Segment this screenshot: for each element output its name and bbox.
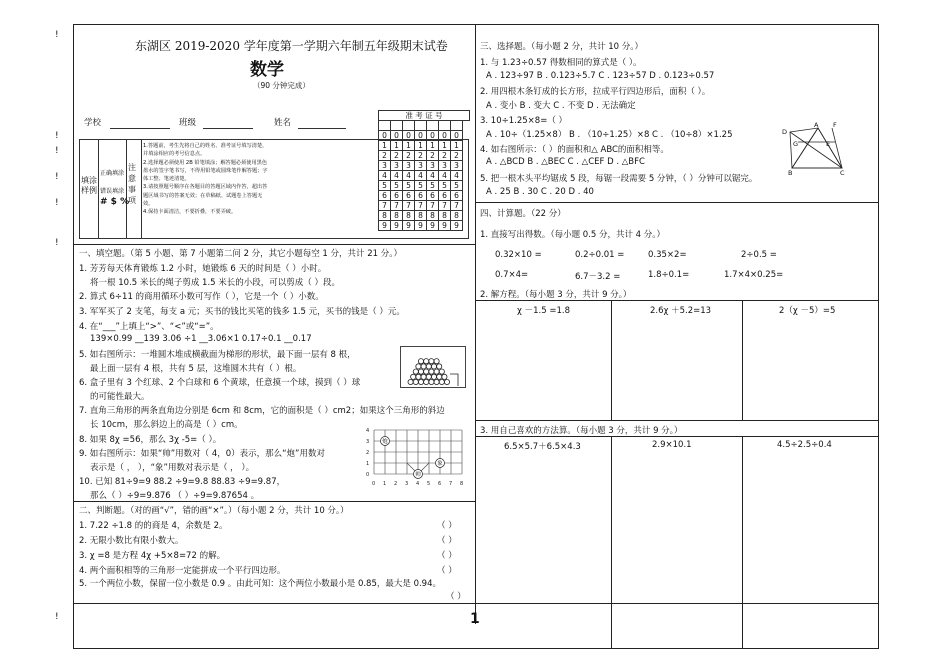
exam-number-digit[interactable]: 4 <box>391 171 403 181</box>
log-circle <box>424 379 429 384</box>
log-circle <box>426 374 431 379</box>
exam-number-digit[interactable]: 9 <box>427 221 439 231</box>
q-line: 9. 如右图所示：如果“帅”用数对（ 4，0）表示，那么“炮”用数对 <box>79 449 325 459</box>
exam-number-digit[interactable]: 0 <box>415 131 427 141</box>
exam-number-digit[interactable]: 7 <box>439 201 451 211</box>
divider-line <box>475 436 879 437</box>
exam-number-digit[interactable]: 9 <box>403 221 415 231</box>
calc-item: 2.9×10.1 <box>652 440 692 450</box>
exam-number-digit[interactable]: 7 <box>427 201 439 211</box>
answer-bracket[interactable]: （ ） <box>437 521 457 531</box>
grid-axis-x-label: 0 <box>372 481 376 487</box>
school-field[interactable] <box>110 128 170 129</box>
q-line: 表示是（ ， ），“象”用数对表示是（ ， ）。 <box>90 463 255 473</box>
log-circle <box>408 379 413 384</box>
figure-label: F <box>833 121 837 129</box>
oral-calc-item: 1.7×4×0.25= <box>724 270 784 280</box>
exam-number-digit[interactable]: 2 <box>379 151 391 161</box>
exam-number-digit[interactable]: 5 <box>415 181 427 191</box>
divider-line <box>475 202 879 203</box>
answer-col-divider <box>611 436 612 649</box>
choice-options: A . 25 B . 30 C . 20 D . 40 <box>486 187 594 197</box>
exam-number-digit[interactable]: 5 <box>403 181 415 191</box>
q-line: 5. 如右图所示：一堆圆木堆成横截面为梯形的形状，最下面一层有 8 根， <box>79 350 356 360</box>
q-line: 长 10cm，那么斜边上的高是（ ）cm。 <box>90 420 243 430</box>
exam-number-digit[interactable]: 6 <box>415 191 427 201</box>
exam-number-digit[interactable]: 5 <box>439 181 451 191</box>
equation-item: 2.6χ ＋5.2=13 <box>650 306 712 316</box>
margin-mark: ! <box>55 172 59 182</box>
grid-axis-x-label: 2 <box>394 481 398 487</box>
log-circle <box>429 359 434 364</box>
grid-axis-y-label: 2 <box>366 450 370 456</box>
exam-number-digit[interactable]: 6 <box>439 191 451 201</box>
name-field[interactable] <box>298 128 346 129</box>
q-line: 6. 盒子里有 3 个红球、2 个白球和 6 个黄球，任意摸一个球，摸到（ ）球 <box>79 378 361 388</box>
log-circle <box>431 374 436 379</box>
answer-col-divider <box>611 300 612 420</box>
q-line: 3. 军军买了 2 支笔，每支 a 元；买书的钱比买笔的钱多 1.5 元，买书的钱是（ ）元。 <box>79 307 405 317</box>
figure-label: B <box>788 169 793 175</box>
exam-number-digit[interactable]: 2 <box>451 151 463 161</box>
exam-number-digit[interactable]: 8 <box>451 211 463 221</box>
answer-col-divider <box>742 436 743 649</box>
oral-calc-item: 0.2÷0.01 = <box>575 250 625 260</box>
exam-number-digit[interactable]: 0 <box>427 131 439 141</box>
log-circle <box>413 379 418 384</box>
log-circle <box>439 379 444 384</box>
grid-axis-x-label: 7 <box>449 481 453 487</box>
chess-piece-label: 炮 <box>382 439 388 445</box>
q3-heading: 3. 用自己喜欢的方法算。（每小题 3 分，共计 9 分。） <box>480 426 683 436</box>
q2-heading: 2. 解方程。（每小题 3 分，共计 9 分。） <box>480 290 632 300</box>
section1-heading: 一、填空题。（第 5 小题、第 7 小题第二问 2 分，其它小题每空 1 分，共计 21 分。） <box>79 249 402 259</box>
exam-number-digit[interactable]: 0 <box>403 131 415 141</box>
column-divider <box>475 24 476 624</box>
log-circle <box>426 364 431 369</box>
exam-number-digit[interactable]: 7 <box>451 201 463 211</box>
exam-number-digit[interactable]: 4 <box>439 171 451 181</box>
log-circle <box>429 379 434 384</box>
log-circle <box>434 379 439 384</box>
log-pile-bracket <box>450 374 458 386</box>
notice-label: 注意事项 <box>128 163 136 205</box>
exam-number-digit[interactable]: 2 <box>427 151 439 161</box>
wrong-fill-label: 错误填涂 <box>100 188 125 195</box>
log-circle <box>421 364 426 369</box>
exam-number-digit[interactable]: 6 <box>379 191 391 201</box>
margin-mark: ! <box>55 238 59 248</box>
exam-number-digit[interactable]: 4 <box>403 171 415 181</box>
exam-number-digit[interactable]: 4 <box>427 171 439 181</box>
margin-mark: ! <box>55 131 59 141</box>
grid-axis-x-label: 4 <box>416 481 420 487</box>
grid-axis-x-label: 6 <box>438 481 442 487</box>
wrong-fill-marks: # $ % <box>100 197 130 207</box>
margin-mark: ! <box>55 30 59 40</box>
judge-item: 3. χ =8 是方程 4χ +5×8=72 的解。 <box>79 551 226 561</box>
judge-item: 1. 7.22 ÷1.8 的的商是 4，余数是 2。 <box>79 521 228 531</box>
exam-number-digit[interactable]: 0 <box>391 131 403 141</box>
log-circle <box>418 359 423 364</box>
answer-bracket[interactable]: （ ） <box>437 566 457 576</box>
correct-fill-label: 正确填涂 <box>100 170 125 177</box>
log-circle <box>439 369 444 374</box>
exam-number-digit[interactable]: 1 <box>403 141 415 151</box>
grid-axis-y-label: 1 <box>366 461 370 467</box>
grid-axis-x-label: 8 <box>460 481 464 487</box>
grid-axis-x-label: 5 <box>427 481 431 487</box>
log-circle <box>434 359 439 364</box>
oral-calc-item: 0.32×10 = <box>495 250 542 260</box>
exam-number-digit[interactable]: 3 <box>415 161 427 171</box>
exam-number-digit[interactable]: 5 <box>391 181 403 191</box>
oral-calc-item: 0.7×4= <box>495 270 529 280</box>
judge-item: 4. 两个面积相等的三角形一定能拼成一个平行四边形。 <box>79 566 286 576</box>
exam-number-digit[interactable]: 4 <box>379 171 391 181</box>
log-circle <box>418 379 423 384</box>
exam-number-digit[interactable]: 5 <box>379 181 391 191</box>
log-circle <box>418 369 423 374</box>
exam-number-digit[interactable]: 4 <box>451 171 463 181</box>
answer-col-divider <box>742 300 743 420</box>
divider-line <box>475 300 879 301</box>
exam-number-digit[interactable]: 6 <box>391 191 403 201</box>
chess-piece-label: 象 <box>437 461 443 467</box>
exam-number-digit[interactable]: 6 <box>427 191 439 201</box>
exam-number-digit[interactable]: 9 <box>451 221 463 231</box>
exam-no-label: 准 考 证 号 <box>378 110 470 121</box>
choice-line: 4. 如右图所示：（ ）的面积和△ ABC的面积相等。 <box>480 145 669 155</box>
exam-number-digit[interactable]: 3 <box>403 161 415 171</box>
grid-axis-y-label: 0 <box>366 472 370 478</box>
choice-line: 3. 10÷1.25×8=（ ） <box>480 116 568 126</box>
answer-bracket[interactable]: （ ） <box>437 536 457 546</box>
exam-number-digit[interactable]: 1 <box>415 141 427 151</box>
figure-label: C <box>840 169 845 175</box>
exam-number-digit[interactable]: 0 <box>439 131 451 141</box>
log-circle <box>424 369 429 374</box>
log-circle <box>437 374 442 379</box>
exam-number-digit[interactable]: 9 <box>415 221 427 231</box>
section4-heading: 四、计算题。（22 分） <box>480 209 566 219</box>
oral-calc-item: 6.7－3.2 = <box>575 272 621 282</box>
log-circle <box>424 359 429 364</box>
exam-number-digit[interactable]: 0 <box>379 131 391 141</box>
divider-line <box>475 420 879 421</box>
exam-number-digit[interactable]: 6 <box>451 191 463 201</box>
log-circle <box>411 374 416 379</box>
exam-number-digit[interactable]: 5 <box>451 181 463 191</box>
exam-number-digit[interactable]: 1 <box>391 141 403 151</box>
q-line: 的可能性最大。 <box>90 392 150 402</box>
chess-piece-label: 帅 <box>415 472 421 478</box>
oral-calc-item: 0.35×2= <box>648 250 687 260</box>
answer-bracket[interactable]: （ ） <box>437 551 457 561</box>
log-pile-figure <box>400 346 466 388</box>
choice-line: 5. 把一根木头平均锯成 5 段，每锯一段需要 5 分钟，（ ）分钟可以锯完。 <box>480 174 758 184</box>
log-circle <box>431 364 436 369</box>
figure-label: G <box>793 140 799 148</box>
equation-item: 2（χ －5）=5 <box>779 306 836 316</box>
choice-line: 2. 用四根木条钉成的长方形，拉成平行四边形后，面积（ ）。 <box>480 87 711 97</box>
section3-heading: 三、选择题。（每小题 2 分，共计 10 分。） <box>480 42 644 52</box>
exam-number-digit[interactable]: 3 <box>439 161 451 171</box>
class-field[interactable] <box>203 128 253 129</box>
exam-number-digit[interactable]: 9 <box>439 221 451 231</box>
exam-number-digit[interactable]: 3 <box>451 161 463 171</box>
divider-line <box>73 603 879 604</box>
margin-mark: ! <box>55 198 59 208</box>
q1-heading: 1. 直接写出得数。（每小题 0.5 分，共计 4 分。） <box>480 230 666 240</box>
q-line: 那么（ ）÷9=9.876 （ ）÷9=9.87654 。 <box>90 491 260 501</box>
calc-item: 4.5÷2.5÷0.4 <box>777 440 832 450</box>
exam-number-digit[interactable]: 0 <box>451 131 463 141</box>
oral-calc-item: 1.8÷0.1= <box>648 270 690 280</box>
divider-line <box>73 501 475 502</box>
choice-options: A . 123÷97 B . 0.123÷5.7 C . 123÷57 D . 0.123÷0.57 <box>486 71 715 81</box>
oral-calc-item: 2÷0.5 = <box>741 250 777 260</box>
log-circle <box>442 374 447 379</box>
log-circle <box>421 374 426 379</box>
log-circle <box>429 369 434 374</box>
calc-item: 6.5×5.7＋6.5×4.3 <box>504 442 581 452</box>
school-label: 学校 <box>84 118 102 128</box>
log-circle <box>434 369 439 374</box>
exam-number-digit[interactable]: 2 <box>391 151 403 161</box>
exam-number-digit[interactable]: 8 <box>403 211 415 221</box>
class-label: 班级 <box>179 118 197 128</box>
subject-title: 数学 <box>250 60 284 80</box>
exam-number-digit[interactable]: 1 <box>439 141 451 151</box>
section2-heading: 二、判断题。（对的画“√”，错的画“×”。）（每小题 2 分，共计 10 分。） <box>79 506 349 516</box>
exam-number-digit[interactable]: 8 <box>391 211 403 221</box>
q-line: 最上面一层有 4 根，共有 5 层，这堆圆木共有（ ）根。 <box>90 364 302 374</box>
exam-number-digit[interactable]: 3 <box>391 161 403 171</box>
answer-bracket[interactable]: （ ） <box>446 592 466 602</box>
divider-line <box>73 244 475 245</box>
exam-number-digit[interactable]: 6 <box>403 191 415 201</box>
exam-number-digit[interactable]: 1 <box>451 141 463 151</box>
log-circle <box>416 374 421 379</box>
log-circle <box>413 369 418 374</box>
name-label: 姓名 <box>274 118 292 128</box>
grid-axis-x-label: 1 <box>383 481 387 487</box>
margin-mark: ! <box>55 146 59 156</box>
grid-axis-y-label: 3 <box>366 439 370 445</box>
log-circle <box>437 364 442 369</box>
fill-example-label: 填涂样例 <box>81 176 97 195</box>
margin-mark: ! <box>55 612 59 622</box>
q-line: 4. 在“___”上填上“>”、“<”或“=”。 <box>79 322 219 332</box>
choice-line: 1. 与 1.23÷0.57 得数相同的算式是（ ）。 <box>480 58 642 68</box>
log-circle <box>416 364 421 369</box>
exam-number-digit[interactable]: 2 <box>415 151 427 161</box>
exam-number-digit[interactable]: 7 <box>391 201 403 211</box>
choice-options: A . 变小 B . 变大 C . 不变 D . 无法确定 <box>486 101 636 111</box>
exam-number-digit[interactable]: 9 <box>391 221 403 231</box>
exam-number-digit[interactable]: 9 <box>379 221 391 231</box>
exam-title: 东湖区 2019-2020 学年度第一学期六年制五年级期末试卷 <box>135 39 448 53</box>
notice-box <box>79 139 469 239</box>
exam-number-digit[interactable]: 4 <box>415 171 427 181</box>
exam-number-digit[interactable]: 5 <box>427 181 439 191</box>
exam-number-digit[interactable]: 7 <box>379 201 391 211</box>
exam-number-digit[interactable]: 8 <box>379 211 391 221</box>
figure-label: D <box>782 128 788 136</box>
page-number: 1 <box>470 611 480 627</box>
q-line: 将一根 10.5 米长的绳子剪成 1.5 米长的小段，可以剪成（ ）段。 <box>90 278 340 288</box>
q-line: 2. 算式 6÷11 的商用循环小数可写作（ ），它是一个（ ）小数。 <box>79 292 324 302</box>
choice-options: A . △BCD B . △BEC C . △CEF D . △BFC <box>486 157 645 167</box>
notice-text: 1.答题前，考生先将自己的姓名、准考证号填写清楚，并填涂相应的考号信息点。 2.选择题必须使用 2B 铅笔填涂；解答题必须使用黑色墨水的签字笔书写，不得用铅笔或圆珠笔作解答题；字体工整、笔迹清楚。 3.请按照题号顺序在各题目的答题区域内作答，超出答题区域书写的答案无效；在草稿纸、试题卷上答题无效。 4.保持卡面清洁，不要折叠，不要弄破。 <box>143 143 268 216</box>
judge-item: 2. 无限小数比有限小数大。 <box>79 536 184 546</box>
q-line: 7. 直角三角形的两条直角边分别是 6cm 和 8cm，它的面积是（ ）cm2；如果这个三角形的斜边 <box>79 406 445 416</box>
q-line: 1. 芳芳每天体育锻炼 1.2 小时，她锻炼 6 天的时间是（ ）小时。 <box>79 264 327 274</box>
exam-number-digit[interactable]: 8 <box>415 211 427 221</box>
exam-number-digit[interactable]: 1 <box>379 141 391 151</box>
log-circle <box>444 379 449 384</box>
judge-item: 5. 一个两位小数，保留一位小数是 0.9 。由此可知：这个两位小数最小是 0.85，最大是 0.94。 <box>79 579 441 589</box>
triangle-figure <box>780 120 865 175</box>
chess-grid-figure <box>365 425 465 487</box>
q-line: 8. 如果 8χ =56，那么 3χ -5=（ ）。 <box>79 435 222 445</box>
choice-options: A . 10÷（1.25×8） B . （10÷1.25）×8 C . （10÷8）×1.25 <box>486 130 733 140</box>
exam-number-digit[interactable]: 7 <box>415 201 427 211</box>
figure-label: A <box>814 121 819 129</box>
exam-number-digit[interactable]: 3 <box>379 161 391 171</box>
exam-number-digit[interactable]: 1 <box>427 141 439 151</box>
time-note: （90 分钟完成） <box>253 81 310 90</box>
exam-number-digit[interactable]: 7 <box>403 201 415 211</box>
equation-item: χ －1.5 =1.8 <box>517 306 570 316</box>
exam-number-digit[interactable]: 2 <box>439 151 451 161</box>
exam-number-digit[interactable]: 3 <box>427 161 439 171</box>
exam-number-digit[interactable]: 8 <box>427 211 439 221</box>
exam-number-digit[interactable]: 2 <box>403 151 415 161</box>
grid-axis-y-label: 4 <box>366 428 370 434</box>
q-line: 10. 已知 81÷9=9 88.2 ÷9=9.8 88.83 ÷9=9.87， <box>79 477 286 487</box>
q-line: 139×0.99 __139 3.06 ÷1 __3.06×1 0.17÷0.1 __0.17 <box>90 334 312 344</box>
figure-label: E <box>826 140 831 148</box>
exam-number-digit[interactable]: 8 <box>439 211 451 221</box>
grid-axis-x-label: 3 <box>405 481 409 487</box>
